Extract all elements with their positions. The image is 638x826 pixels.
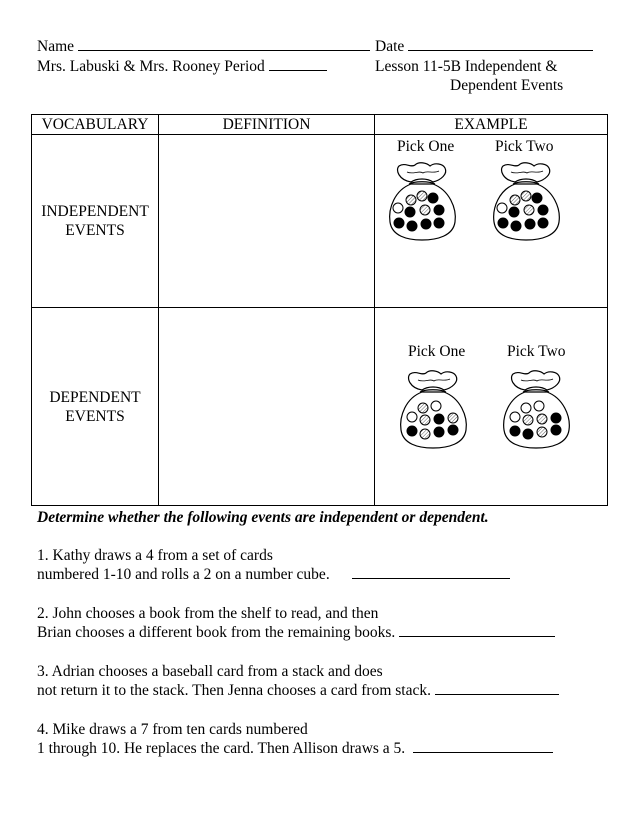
question-text-line2: Brian chooses a different book from the remaining books. (37, 624, 396, 641)
pick-one-label: Pick One (408, 343, 466, 360)
vocabulary-table (31, 114, 608, 506)
marble (421, 219, 431, 229)
marble (418, 403, 428, 413)
term-line2: EVENTS (65, 222, 125, 239)
answer-blank-1[interactable] (352, 566, 510, 579)
marble (434, 218, 444, 228)
term-line1: DEPENDENT (49, 388, 141, 406)
lesson-title-line2: Dependent Events (450, 77, 564, 94)
question-text-line1: 4. Mike draws a 7 from ten cards numbered (37, 721, 308, 738)
marble (551, 425, 561, 435)
name-line (37, 38, 370, 56)
marble (420, 429, 430, 439)
marble (537, 427, 547, 437)
marble-bag-icon (489, 160, 563, 242)
example-dependent (375, 308, 608, 506)
answer-blank-3[interactable] (435, 682, 559, 695)
header-example: EXAMPLE (375, 115, 608, 135)
lesson-title-line1: Lesson 11-5B Independent & (375, 58, 558, 75)
marble (497, 203, 507, 213)
marble (511, 221, 521, 231)
marble (551, 413, 561, 423)
table-row-dependent (32, 308, 608, 506)
marble (405, 207, 415, 217)
marble (521, 191, 531, 201)
pick-two-label: Pick Two (495, 138, 554, 155)
date-blank[interactable] (408, 38, 593, 51)
term-line2: EVENTS (65, 407, 125, 425)
marble-bag-icon (385, 160, 459, 242)
marble (407, 221, 417, 231)
header-vocabulary: VOCABULARY (32, 115, 159, 135)
date-label: Date (375, 38, 405, 55)
marble (521, 403, 531, 413)
marble (509, 207, 519, 217)
marble (393, 203, 403, 213)
marble (525, 219, 535, 229)
period-blank[interactable] (269, 58, 327, 71)
pick-two-label: Pick Two (507, 343, 566, 360)
table-header-row (32, 115, 608, 135)
marble (431, 401, 441, 411)
marble (394, 218, 404, 228)
question-text-line1: 3. Adrian chooses a baseball card from a stack and does (37, 663, 383, 680)
marble (523, 429, 533, 439)
question-text-line1: 1. Kathy draws a 4 from a set of cards (37, 547, 273, 564)
table-row-independent (32, 135, 608, 308)
header-definition: DEFINITION (159, 115, 375, 135)
term-dependent (32, 308, 159, 506)
question-text-line1: 2. John chooses a book from the shelf to read, and then (37, 605, 379, 622)
answer-blank-4[interactable] (413, 740, 553, 753)
marble (510, 412, 520, 422)
question-3 (37, 662, 559, 700)
marble (420, 205, 430, 215)
question-text-line2: 1 through 10. He replaces the card. Then Allison draws a 5. (37, 740, 406, 757)
marble (538, 205, 548, 215)
teacher-line (37, 58, 327, 76)
marble (448, 425, 458, 435)
marble (407, 412, 417, 422)
question-1 (37, 546, 510, 584)
marble (532, 193, 542, 203)
name-label: Name (37, 38, 75, 55)
marble (538, 218, 548, 228)
question-2 (37, 604, 555, 642)
marble (498, 218, 508, 228)
marble (534, 401, 544, 411)
marble-bag-icon (499, 368, 573, 450)
marble (510, 426, 520, 436)
date-line (375, 38, 593, 56)
marble (420, 415, 430, 425)
marble (428, 193, 438, 203)
definition-dependent[interactable] (159, 308, 375, 506)
answer-blank-2[interactable] (399, 624, 555, 637)
marble (406, 195, 416, 205)
pick-one-label: Pick One (397, 138, 455, 155)
marble (537, 414, 547, 424)
marble (510, 195, 520, 205)
term-independent (32, 135, 159, 308)
marble-bag-icon (396, 368, 470, 450)
question-4 (37, 720, 553, 758)
marble (524, 205, 534, 215)
teacher-names: Mrs. Labuski & Mrs. Rooney Period (37, 58, 265, 75)
question-text-line2: numbered 1-10 and rolls a 2 on a number cube. (37, 566, 330, 583)
name-blank[interactable] (78, 38, 370, 51)
example-independent (375, 135, 608, 308)
question-text-line2: not return it to the stack. Then Jenna chooses a card from stack. (37, 682, 431, 699)
marble (434, 414, 444, 424)
marble (523, 415, 533, 425)
marble (417, 191, 427, 201)
marble (434, 427, 444, 437)
marble (407, 426, 417, 436)
marble (448, 413, 458, 423)
definition-independent[interactable] (159, 135, 375, 308)
term-line1: INDEPENDENT (41, 203, 149, 220)
instructions: Determine whether the following events are independent or dependent. (37, 509, 489, 526)
marble (434, 205, 444, 215)
